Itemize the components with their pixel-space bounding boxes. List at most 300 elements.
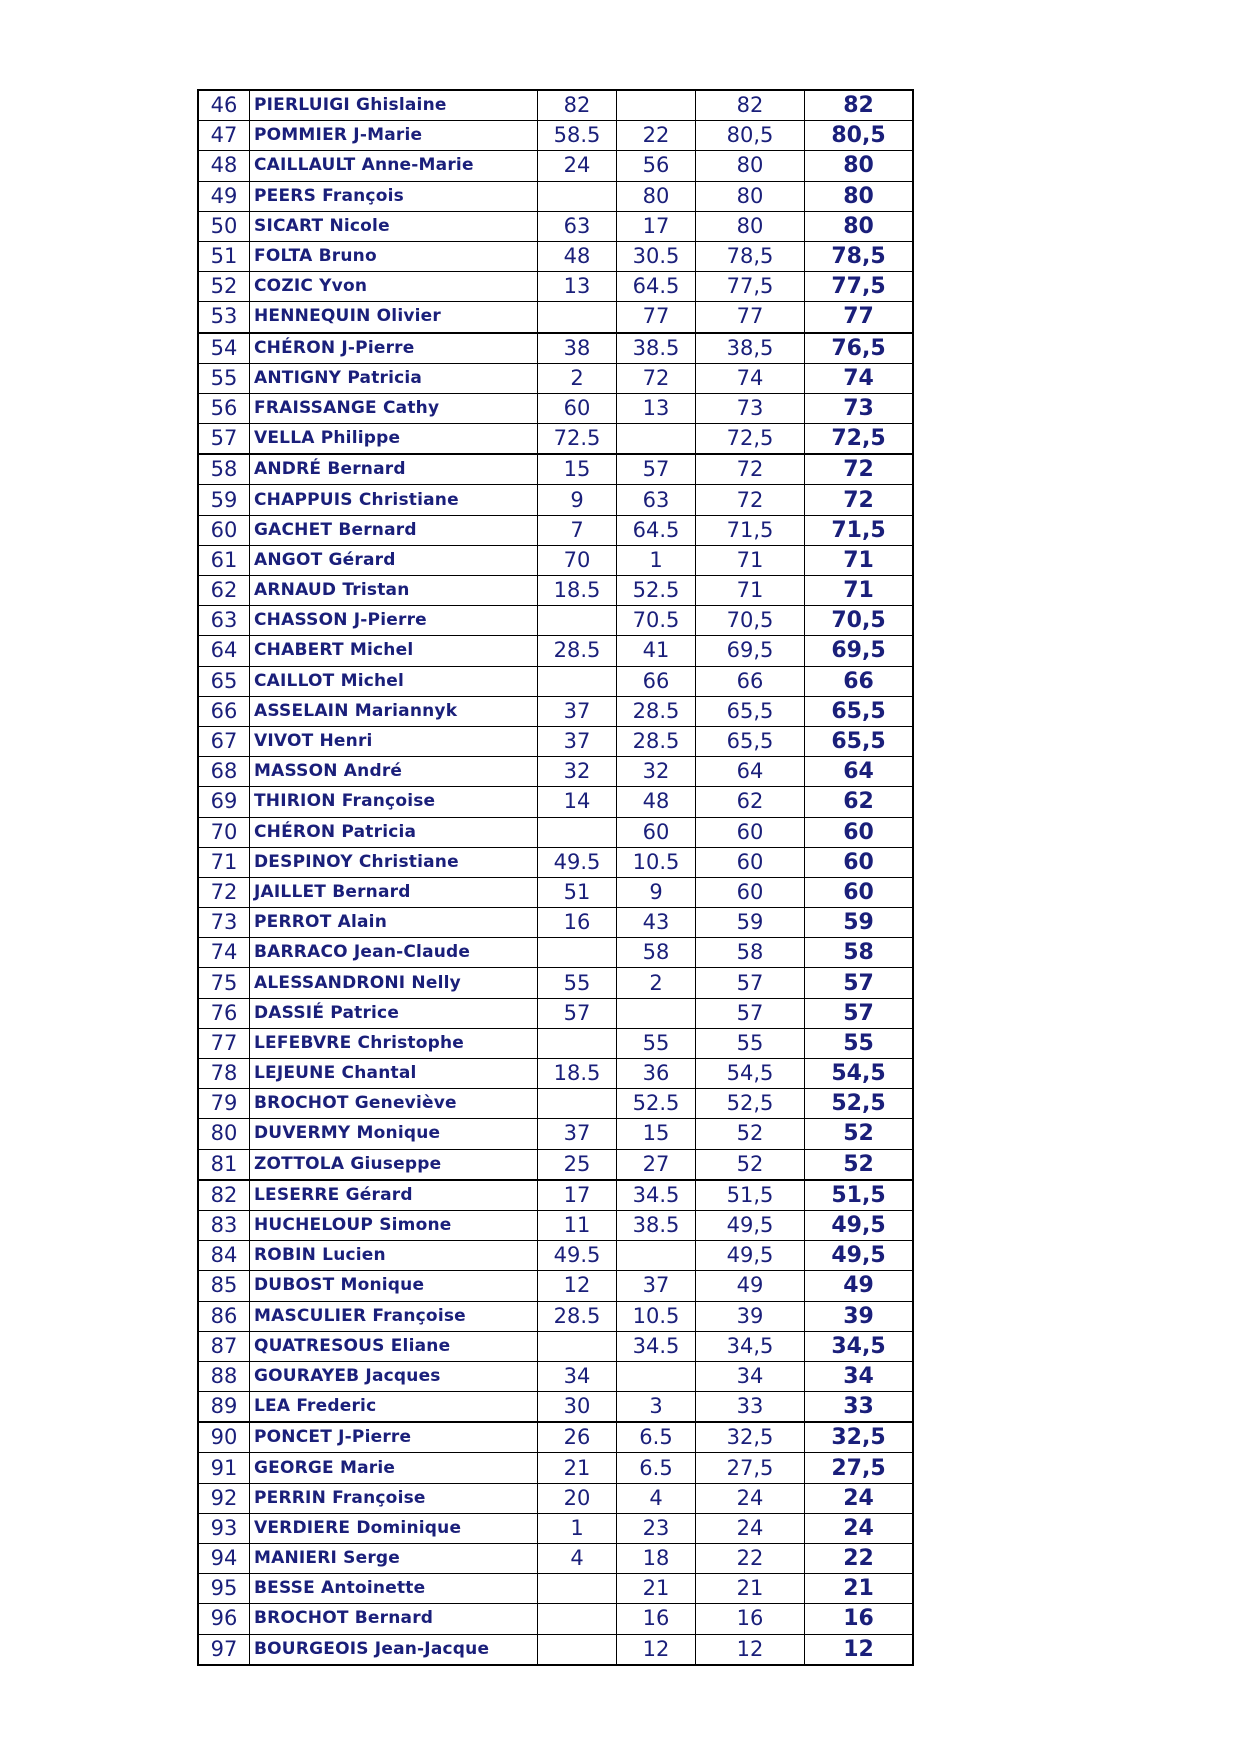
table-row	[198, 998, 913, 1028]
score-2-cell: 52.5	[617, 576, 696, 606]
score-1-cell	[538, 1604, 617, 1634]
rank-cell: 69	[198, 787, 250, 817]
name-cell: FRAISSANGE Cathy	[250, 393, 538, 423]
score-1-cell: 70	[538, 545, 617, 575]
table-row	[198, 787, 913, 817]
rank-cell: 67	[198, 726, 250, 756]
name-cell: ANDRÉ Bernard	[250, 454, 538, 485]
score-2-cell: 56	[617, 151, 696, 181]
score-1-cell: 16	[538, 908, 617, 938]
rank-cell: 74	[198, 938, 250, 968]
score-3-cell: 59	[696, 908, 805, 938]
rank-cell: 71	[198, 847, 250, 877]
rank-cell: 89	[198, 1392, 250, 1423]
score-2-cell: 64.5	[617, 272, 696, 302]
total-cell: 49	[805, 1271, 914, 1301]
rank-cell: 87	[198, 1331, 250, 1361]
table-row	[198, 817, 913, 847]
score-3-cell: 57	[696, 968, 805, 998]
name-cell: PONCET J-Pierre	[250, 1422, 538, 1453]
rank-cell: 66	[198, 696, 250, 726]
score-3-cell: 16	[696, 1604, 805, 1634]
total-cell: 69,5	[805, 636, 914, 666]
results-table	[197, 89, 914, 1666]
name-cell: GACHET Bernard	[250, 515, 538, 545]
table-row	[198, 1210, 913, 1240]
score-1-cell: 4	[538, 1544, 617, 1574]
total-cell: 32,5	[805, 1422, 914, 1453]
rank-cell: 61	[198, 545, 250, 575]
score-2-cell: 2	[617, 968, 696, 998]
table-row	[198, 241, 913, 271]
total-cell: 22	[805, 1544, 914, 1574]
rank-cell: 68	[198, 757, 250, 787]
score-3-cell: 60	[696, 817, 805, 847]
score-3-cell: 39	[696, 1301, 805, 1331]
name-cell: VELLA Philippe	[250, 424, 538, 455]
name-cell: CHÉRON J-Pierre	[250, 333, 538, 364]
score-3-cell: 71	[696, 576, 805, 606]
score-2-cell: 4	[617, 1483, 696, 1513]
table-row	[198, 211, 913, 241]
score-1-cell: 37	[538, 726, 617, 756]
score-1-cell: 21	[538, 1453, 617, 1483]
score-1-cell	[538, 817, 617, 847]
score-1-cell: 82	[538, 90, 617, 121]
total-cell: 58	[805, 938, 914, 968]
score-1-cell: 18.5	[538, 576, 617, 606]
score-3-cell: 34,5	[696, 1331, 805, 1361]
score-3-cell: 32,5	[696, 1422, 805, 1453]
score-1-cell: 48	[538, 241, 617, 271]
table-row	[198, 757, 913, 787]
score-1-cell: 20	[538, 1483, 617, 1513]
table-row	[198, 1361, 913, 1391]
total-cell: 80,5	[805, 121, 914, 151]
table-row	[198, 302, 913, 333]
name-cell: ROBIN Lucien	[250, 1241, 538, 1271]
score-1-cell	[538, 938, 617, 968]
score-1-cell: 55	[538, 968, 617, 998]
total-cell: 72,5	[805, 424, 914, 455]
rank-cell: 52	[198, 272, 250, 302]
name-cell: DUBOST Monique	[250, 1271, 538, 1301]
name-cell: DASSIÉ Patrice	[250, 998, 538, 1028]
name-cell: CHABERT Michel	[250, 636, 538, 666]
total-cell: 52	[805, 1119, 914, 1149]
score-1-cell: 57	[538, 998, 617, 1028]
name-cell: MANIERI Serge	[250, 1544, 538, 1574]
score-1-cell	[538, 606, 617, 636]
rank-cell: 80	[198, 1119, 250, 1149]
score-3-cell: 65,5	[696, 726, 805, 756]
table-row	[198, 1483, 913, 1513]
total-cell: 55	[805, 1028, 914, 1058]
score-2-cell: 70.5	[617, 606, 696, 636]
score-3-cell: 51,5	[696, 1180, 805, 1211]
name-cell: ANTIGNY Patricia	[250, 363, 538, 393]
total-cell: 80	[805, 181, 914, 211]
score-3-cell: 52	[696, 1149, 805, 1180]
score-2-cell: 15	[617, 1119, 696, 1149]
name-cell: LEA Frederic	[250, 1392, 538, 1423]
score-2-cell	[617, 90, 696, 121]
score-2-cell: 9	[617, 877, 696, 907]
score-3-cell: 34	[696, 1361, 805, 1391]
score-3-cell: 71,5	[696, 515, 805, 545]
score-1-cell: 49.5	[538, 1241, 617, 1271]
table-row	[198, 1301, 913, 1331]
table-row	[198, 636, 913, 666]
score-1-cell: 25	[538, 1149, 617, 1180]
table-row	[198, 545, 913, 575]
score-3-cell: 73	[696, 393, 805, 423]
score-1-cell: 49.5	[538, 847, 617, 877]
score-1-cell: 60	[538, 393, 617, 423]
name-cell: PERRIN Françoise	[250, 1483, 538, 1513]
total-cell: 80	[805, 151, 914, 181]
score-3-cell: 77	[696, 302, 805, 333]
score-3-cell: 80	[696, 211, 805, 241]
score-2-cell: 72	[617, 363, 696, 393]
name-cell: DUVERMY Monique	[250, 1119, 538, 1149]
name-cell: ASSELAIN Mariannyk	[250, 696, 538, 726]
score-2-cell: 36	[617, 1059, 696, 1089]
rank-cell: 85	[198, 1271, 250, 1301]
score-3-cell: 72	[696, 485, 805, 515]
table-row	[198, 1604, 913, 1634]
name-cell: PERROT Alain	[250, 908, 538, 938]
total-cell: 21	[805, 1574, 914, 1604]
rank-cell: 81	[198, 1149, 250, 1180]
score-1-cell: 37	[538, 1119, 617, 1149]
total-cell: 34,5	[805, 1331, 914, 1361]
total-cell: 49,5	[805, 1210, 914, 1240]
score-3-cell: 22	[696, 1544, 805, 1574]
rank-cell: 59	[198, 485, 250, 515]
score-3-cell: 71	[696, 545, 805, 575]
rank-cell: 79	[198, 1089, 250, 1119]
table-row	[198, 576, 913, 606]
score-1-cell: 18.5	[538, 1059, 617, 1089]
rank-cell: 46	[198, 90, 250, 121]
total-cell: 71	[805, 545, 914, 575]
name-cell: BARRACO Jean-Claude	[250, 938, 538, 968]
rank-cell: 78	[198, 1059, 250, 1089]
score-3-cell: 70,5	[696, 606, 805, 636]
name-cell: VIVOT Henri	[250, 726, 538, 756]
name-cell: BESSE Antoinette	[250, 1574, 538, 1604]
total-cell: 70,5	[805, 606, 914, 636]
score-2-cell: 60	[617, 817, 696, 847]
total-cell: 66	[805, 666, 914, 696]
total-cell: 16	[805, 1604, 914, 1634]
score-2-cell: 37	[617, 1271, 696, 1301]
score-1-cell: 28.5	[538, 636, 617, 666]
score-3-cell: 55	[696, 1028, 805, 1058]
score-1-cell: 34	[538, 1361, 617, 1391]
name-cell: THIRION Françoise	[250, 787, 538, 817]
score-2-cell: 80	[617, 181, 696, 211]
rank-cell: 63	[198, 606, 250, 636]
table-row	[198, 333, 913, 364]
score-1-cell: 2	[538, 363, 617, 393]
total-cell: 74	[805, 363, 914, 393]
total-cell: 52	[805, 1149, 914, 1180]
score-3-cell: 57	[696, 998, 805, 1028]
total-cell: 65,5	[805, 696, 914, 726]
score-3-cell: 64	[696, 757, 805, 787]
score-1-cell	[538, 1331, 617, 1361]
total-cell: 71,5	[805, 515, 914, 545]
score-3-cell: 27,5	[696, 1453, 805, 1483]
rank-cell: 53	[198, 302, 250, 333]
total-cell: 72	[805, 485, 914, 515]
total-cell: 80	[805, 211, 914, 241]
table-row	[198, 151, 913, 181]
score-1-cell: 51	[538, 877, 617, 907]
name-cell: LESERRE Gérard	[250, 1180, 538, 1211]
score-1-cell: 30	[538, 1392, 617, 1423]
total-cell: 60	[805, 817, 914, 847]
table-row	[198, 1392, 913, 1423]
score-3-cell: 54,5	[696, 1059, 805, 1089]
rank-cell: 83	[198, 1210, 250, 1240]
total-cell: 24	[805, 1513, 914, 1543]
rank-cell: 51	[198, 241, 250, 271]
rank-cell: 60	[198, 515, 250, 545]
table-row	[198, 1331, 913, 1361]
score-2-cell: 17	[617, 211, 696, 241]
total-cell: 76,5	[805, 333, 914, 364]
score-1-cell: 58.5	[538, 121, 617, 151]
table-row	[198, 1089, 913, 1119]
rank-cell: 97	[198, 1634, 250, 1665]
total-cell: 60	[805, 877, 914, 907]
rank-cell: 90	[198, 1422, 250, 1453]
score-1-cell: 38	[538, 333, 617, 364]
table-row	[198, 1059, 913, 1089]
table-row	[198, 908, 913, 938]
table-row	[198, 606, 913, 636]
total-cell: 77	[805, 302, 914, 333]
table-row	[198, 1180, 913, 1211]
score-2-cell	[617, 998, 696, 1028]
table-row	[198, 363, 913, 393]
rank-cell: 94	[198, 1544, 250, 1574]
table-row	[198, 515, 913, 545]
score-2-cell: 52.5	[617, 1089, 696, 1119]
score-3-cell: 74	[696, 363, 805, 393]
table-row	[198, 485, 913, 515]
score-1-cell: 15	[538, 454, 617, 485]
name-cell: CHAPPUIS Christiane	[250, 485, 538, 515]
score-1-cell: 9	[538, 485, 617, 515]
rank-cell: 76	[198, 998, 250, 1028]
rank-cell: 73	[198, 908, 250, 938]
score-1-cell: 63	[538, 211, 617, 241]
score-2-cell: 27	[617, 1149, 696, 1180]
results-table-body	[198, 90, 913, 1665]
score-2-cell: 18	[617, 1544, 696, 1574]
score-3-cell: 12	[696, 1634, 805, 1665]
table-row	[198, 90, 913, 121]
score-1-cell: 13	[538, 272, 617, 302]
rank-cell: 86	[198, 1301, 250, 1331]
rank-cell: 58	[198, 454, 250, 485]
total-cell: 64	[805, 757, 914, 787]
table-row	[198, 1513, 913, 1543]
score-2-cell: 66	[617, 666, 696, 696]
name-cell: VERDIERE Dominique	[250, 1513, 538, 1543]
score-1-cell: 12	[538, 1271, 617, 1301]
total-cell: 52,5	[805, 1089, 914, 1119]
rank-cell: 77	[198, 1028, 250, 1058]
name-cell: PIERLUIGI Ghislaine	[250, 90, 538, 121]
name-cell: HUCHELOUP Simone	[250, 1210, 538, 1240]
score-2-cell: 22	[617, 121, 696, 151]
name-cell: DESPINOY Christiane	[250, 847, 538, 877]
name-cell: ALESSANDRONI Nelly	[250, 968, 538, 998]
score-2-cell: 57	[617, 454, 696, 485]
table-row	[198, 272, 913, 302]
score-1-cell	[538, 1634, 617, 1665]
name-cell: ANGOT Gérard	[250, 545, 538, 575]
score-1-cell: 14	[538, 787, 617, 817]
score-1-cell	[538, 302, 617, 333]
score-2-cell: 43	[617, 908, 696, 938]
rank-cell: 47	[198, 121, 250, 151]
total-cell: 51,5	[805, 1180, 914, 1211]
score-2-cell: 34.5	[617, 1331, 696, 1361]
score-1-cell: 72.5	[538, 424, 617, 455]
rank-cell: 57	[198, 424, 250, 455]
score-2-cell: 10.5	[617, 1301, 696, 1331]
total-cell: 60	[805, 847, 914, 877]
score-2-cell: 34.5	[617, 1180, 696, 1211]
rank-cell: 96	[198, 1604, 250, 1634]
name-cell: CHÉRON Patricia	[250, 817, 538, 847]
total-cell: 33	[805, 1392, 914, 1423]
score-2-cell: 16	[617, 1604, 696, 1634]
table-row	[198, 393, 913, 423]
rank-cell: 75	[198, 968, 250, 998]
name-cell: ZOTTOLA Giuseppe	[250, 1149, 538, 1180]
total-cell: 57	[805, 968, 914, 998]
table-row	[198, 1241, 913, 1271]
rank-cell: 82	[198, 1180, 250, 1211]
score-1-cell: 7	[538, 515, 617, 545]
name-cell: MASSON André	[250, 757, 538, 787]
score-1-cell	[538, 1089, 617, 1119]
table-row	[198, 1574, 913, 1604]
rank-cell: 72	[198, 877, 250, 907]
total-cell: 34	[805, 1361, 914, 1391]
name-cell: SICART Nicole	[250, 211, 538, 241]
score-2-cell: 21	[617, 1574, 696, 1604]
score-2-cell: 28.5	[617, 696, 696, 726]
score-1-cell: 28.5	[538, 1301, 617, 1331]
score-3-cell: 80	[696, 181, 805, 211]
total-cell: 57	[805, 998, 914, 1028]
total-cell: 49,5	[805, 1241, 914, 1271]
rank-cell: 62	[198, 576, 250, 606]
score-1-cell: 1	[538, 1513, 617, 1543]
score-1-cell	[538, 181, 617, 211]
name-cell: POMMIER J-Marie	[250, 121, 538, 151]
score-2-cell	[617, 1361, 696, 1391]
rank-cell: 93	[198, 1513, 250, 1543]
name-cell: MASCULIER Françoise	[250, 1301, 538, 1331]
score-3-cell: 65,5	[696, 696, 805, 726]
table-row	[198, 696, 913, 726]
rank-cell: 88	[198, 1361, 250, 1391]
name-cell: CHASSON J-Pierre	[250, 606, 538, 636]
score-1-cell	[538, 666, 617, 696]
name-cell: GOURAYEB Jacques	[250, 1361, 538, 1391]
rank-cell: 48	[198, 151, 250, 181]
score-1-cell: 11	[538, 1210, 617, 1240]
score-3-cell: 80,5	[696, 121, 805, 151]
score-3-cell: 60	[696, 847, 805, 877]
score-3-cell: 52	[696, 1119, 805, 1149]
score-3-cell: 49,5	[696, 1241, 805, 1271]
score-1-cell: 26	[538, 1422, 617, 1453]
score-2-cell	[617, 424, 696, 455]
score-2-cell: 38.5	[617, 333, 696, 364]
total-cell: 12	[805, 1634, 914, 1665]
name-cell: LEJEUNE Chantal	[250, 1059, 538, 1089]
score-2-cell: 38.5	[617, 1210, 696, 1240]
name-cell: FOLTA Bruno	[250, 241, 538, 271]
table-row	[198, 726, 913, 756]
name-cell: BOURGEOIS Jean-Jacque	[250, 1634, 538, 1665]
name-cell: CAILLOT Michel	[250, 666, 538, 696]
name-cell: BROCHOT Bernard	[250, 1604, 538, 1634]
score-3-cell: 77,5	[696, 272, 805, 302]
table-row	[198, 1634, 913, 1665]
table-row	[198, 1422, 913, 1453]
rank-cell: 92	[198, 1483, 250, 1513]
score-2-cell: 6.5	[617, 1453, 696, 1483]
score-2-cell: 48	[617, 787, 696, 817]
table-row	[198, 847, 913, 877]
total-cell: 72	[805, 454, 914, 485]
score-2-cell: 13	[617, 393, 696, 423]
score-3-cell: 38,5	[696, 333, 805, 364]
table-row	[198, 877, 913, 907]
score-1-cell: 17	[538, 1180, 617, 1211]
total-cell: 24	[805, 1483, 914, 1513]
score-2-cell: 12	[617, 1634, 696, 1665]
score-3-cell: 80	[696, 151, 805, 181]
name-cell: JAILLET Bernard	[250, 877, 538, 907]
score-3-cell: 52,5	[696, 1089, 805, 1119]
score-2-cell: 63	[617, 485, 696, 515]
table-row	[198, 1028, 913, 1058]
total-cell: 54,5	[805, 1059, 914, 1089]
score-2-cell: 10.5	[617, 847, 696, 877]
score-3-cell: 24	[696, 1483, 805, 1513]
score-2-cell: 6.5	[617, 1422, 696, 1453]
rank-cell: 50	[198, 211, 250, 241]
rank-cell: 84	[198, 1241, 250, 1271]
name-cell: LEFEBVRE Christophe	[250, 1028, 538, 1058]
name-cell: BROCHOT Geneviève	[250, 1089, 538, 1119]
score-2-cell	[617, 1241, 696, 1271]
rank-cell: 49	[198, 181, 250, 211]
score-1-cell: 32	[538, 757, 617, 787]
